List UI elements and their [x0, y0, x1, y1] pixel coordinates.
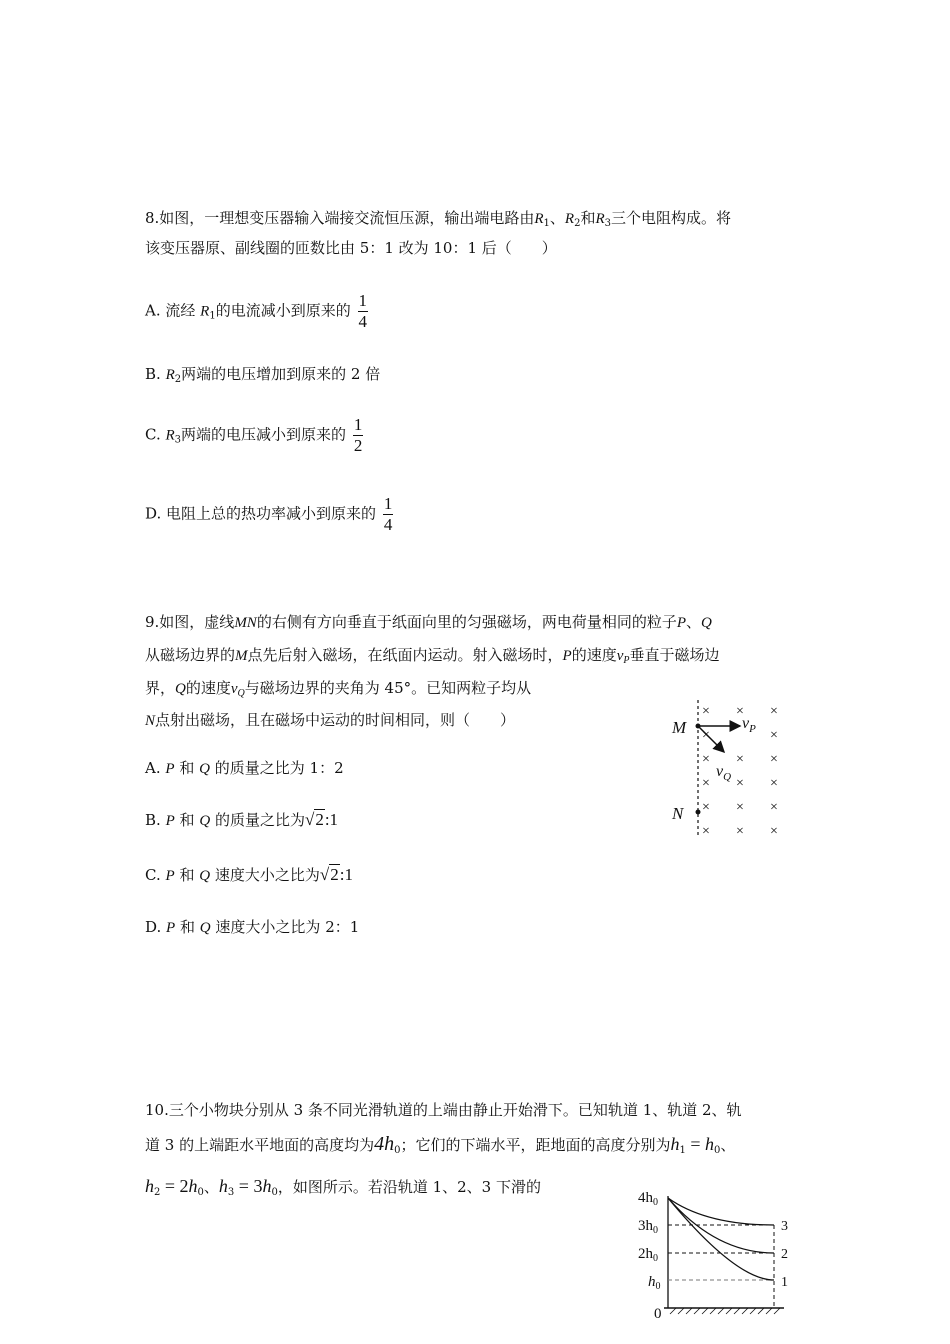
q8-option-c: C. $R_3$两端的电压减小到原来的 $\frac{1}{2}$ [145, 415, 363, 455]
fraction: $\frac{1}{4}$ [358, 291, 367, 331]
point-n [696, 810, 701, 815]
q10-stem-line1: 10.三个小物块分别从 3 条不同光滑轨道的上端由静止开始滑下。已知轨道 1、轨道 2、轨 [145, 1101, 742, 1119]
label-n: N [672, 804, 684, 823]
q9-stem-line3: 界，Q的速度$v_Q$与磁场边界的夹角为 45°。已知两粒子均从 [145, 679, 532, 699]
svg-text:×: × [702, 824, 710, 839]
q9-stem-line4: N点射出磁场，且在磁场中运动的时间相同，则（ ） [145, 711, 516, 729]
svg-text:×: × [702, 776, 710, 791]
ground-hatching [670, 1308, 780, 1314]
svg-text:×: × [736, 800, 744, 815]
q10-stem-line2: 道 3 的上端距水平地面的高度均为$4h_0$；它们的下端水平，距地面的高度分别为$h_1 = h_0$、 [145, 1133, 736, 1156]
q8-option-b: B. $R_2$两端的电压增加到原来的 2 倍 [145, 365, 381, 385]
q8-stem-line2: 该变压器原、副线圈的匝数比由 5：1 改为 10：1 后（ ） [145, 239, 557, 257]
q9-option-d: D. P 和 Q 速度大小之比为 2：1 [145, 918, 360, 936]
svg-text:×: × [702, 752, 710, 767]
q9-option-c: C. P 和 Q 速度大小之比为√2:1 [145, 865, 353, 884]
svg-text:×: × [736, 824, 744, 839]
svg-text:×: × [702, 800, 710, 815]
svg-text:×: × [702, 728, 710, 743]
label-m: M [672, 718, 687, 737]
track-3 [668, 1198, 774, 1225]
q9-magnetic-field-figure [664, 698, 794, 843]
q9-option-a: A. P 和 Q 的质量之比为 1：2 [145, 759, 344, 777]
svg-text:×: × [770, 800, 778, 815]
svg-text:×: × [770, 752, 778, 767]
svg-text:×: × [770, 776, 778, 791]
svg-text:×: × [770, 704, 778, 719]
track-label-2: 2 [781, 1247, 788, 1262]
q9-stem-line2: 从磁场边界的M点先后射入磁场，在纸面内运动。射入磁场时，P的速度$v_P$垂直于磁场边 [145, 646, 720, 666]
label-vp: $v_P$ [742, 715, 756, 735]
label-2h0: $2h_0$ [638, 1246, 658, 1264]
label-4h0: $4h_0$ [638, 1190, 658, 1208]
label-h0: $h_0$ [648, 1274, 661, 1292]
q8-option-a: A. 流经 $R_1$的电流减小到原来的 $\frac{1}{4}$ [145, 291, 367, 331]
q10-stem-line3: $h_2 = 2h_0$、$h_3 = 3h_0$，如图所示。若沿轨道 1、2、3 下滑的 [145, 1176, 541, 1198]
svg-text:×: × [702, 704, 710, 719]
fraction: $\frac{1}{2}$ [353, 415, 363, 455]
track-label-1: 1 [781, 1275, 788, 1290]
square-root: √2:1 [319, 865, 353, 884]
track-label-3: 3 [781, 1219, 788, 1234]
square-root: √2:1 [304, 810, 339, 829]
magnetic-field-crosses [702, 704, 778, 839]
q8-option-d: D. 电阻上总的热功率减小到原来的 $\frac{1}{4}$ [145, 494, 393, 534]
q9-stem-line1: 9.如图，虚线MN的右侧有方向垂直于纸面向里的匀强磁场，两电荷量相同的粒子P、Q [145, 613, 712, 631]
svg-text:×: × [736, 704, 744, 719]
label-vq: $v_Q$ [716, 763, 732, 783]
label-zero: 0 [654, 1306, 662, 1320]
fraction: $\frac{1}{4}$ [383, 494, 393, 534]
svg-text:×: × [736, 776, 744, 791]
q10-track-figure [636, 1190, 800, 1320]
svg-text:×: × [736, 752, 744, 767]
q9-option-b: B. P 和 Q 的质量之比为√2:1 [145, 810, 339, 829]
label-3h0: $3h_0$ [638, 1218, 658, 1236]
track-1 [668, 1198, 774, 1280]
svg-text:×: × [770, 824, 778, 839]
q8-stem-line1: 8.如图，一理想变压器输入端接交流恒压源，输出端电路由$R_1$、$R_2$和$R_3$三个电阻构成。将 [145, 209, 732, 229]
svg-text:×: × [770, 728, 778, 743]
